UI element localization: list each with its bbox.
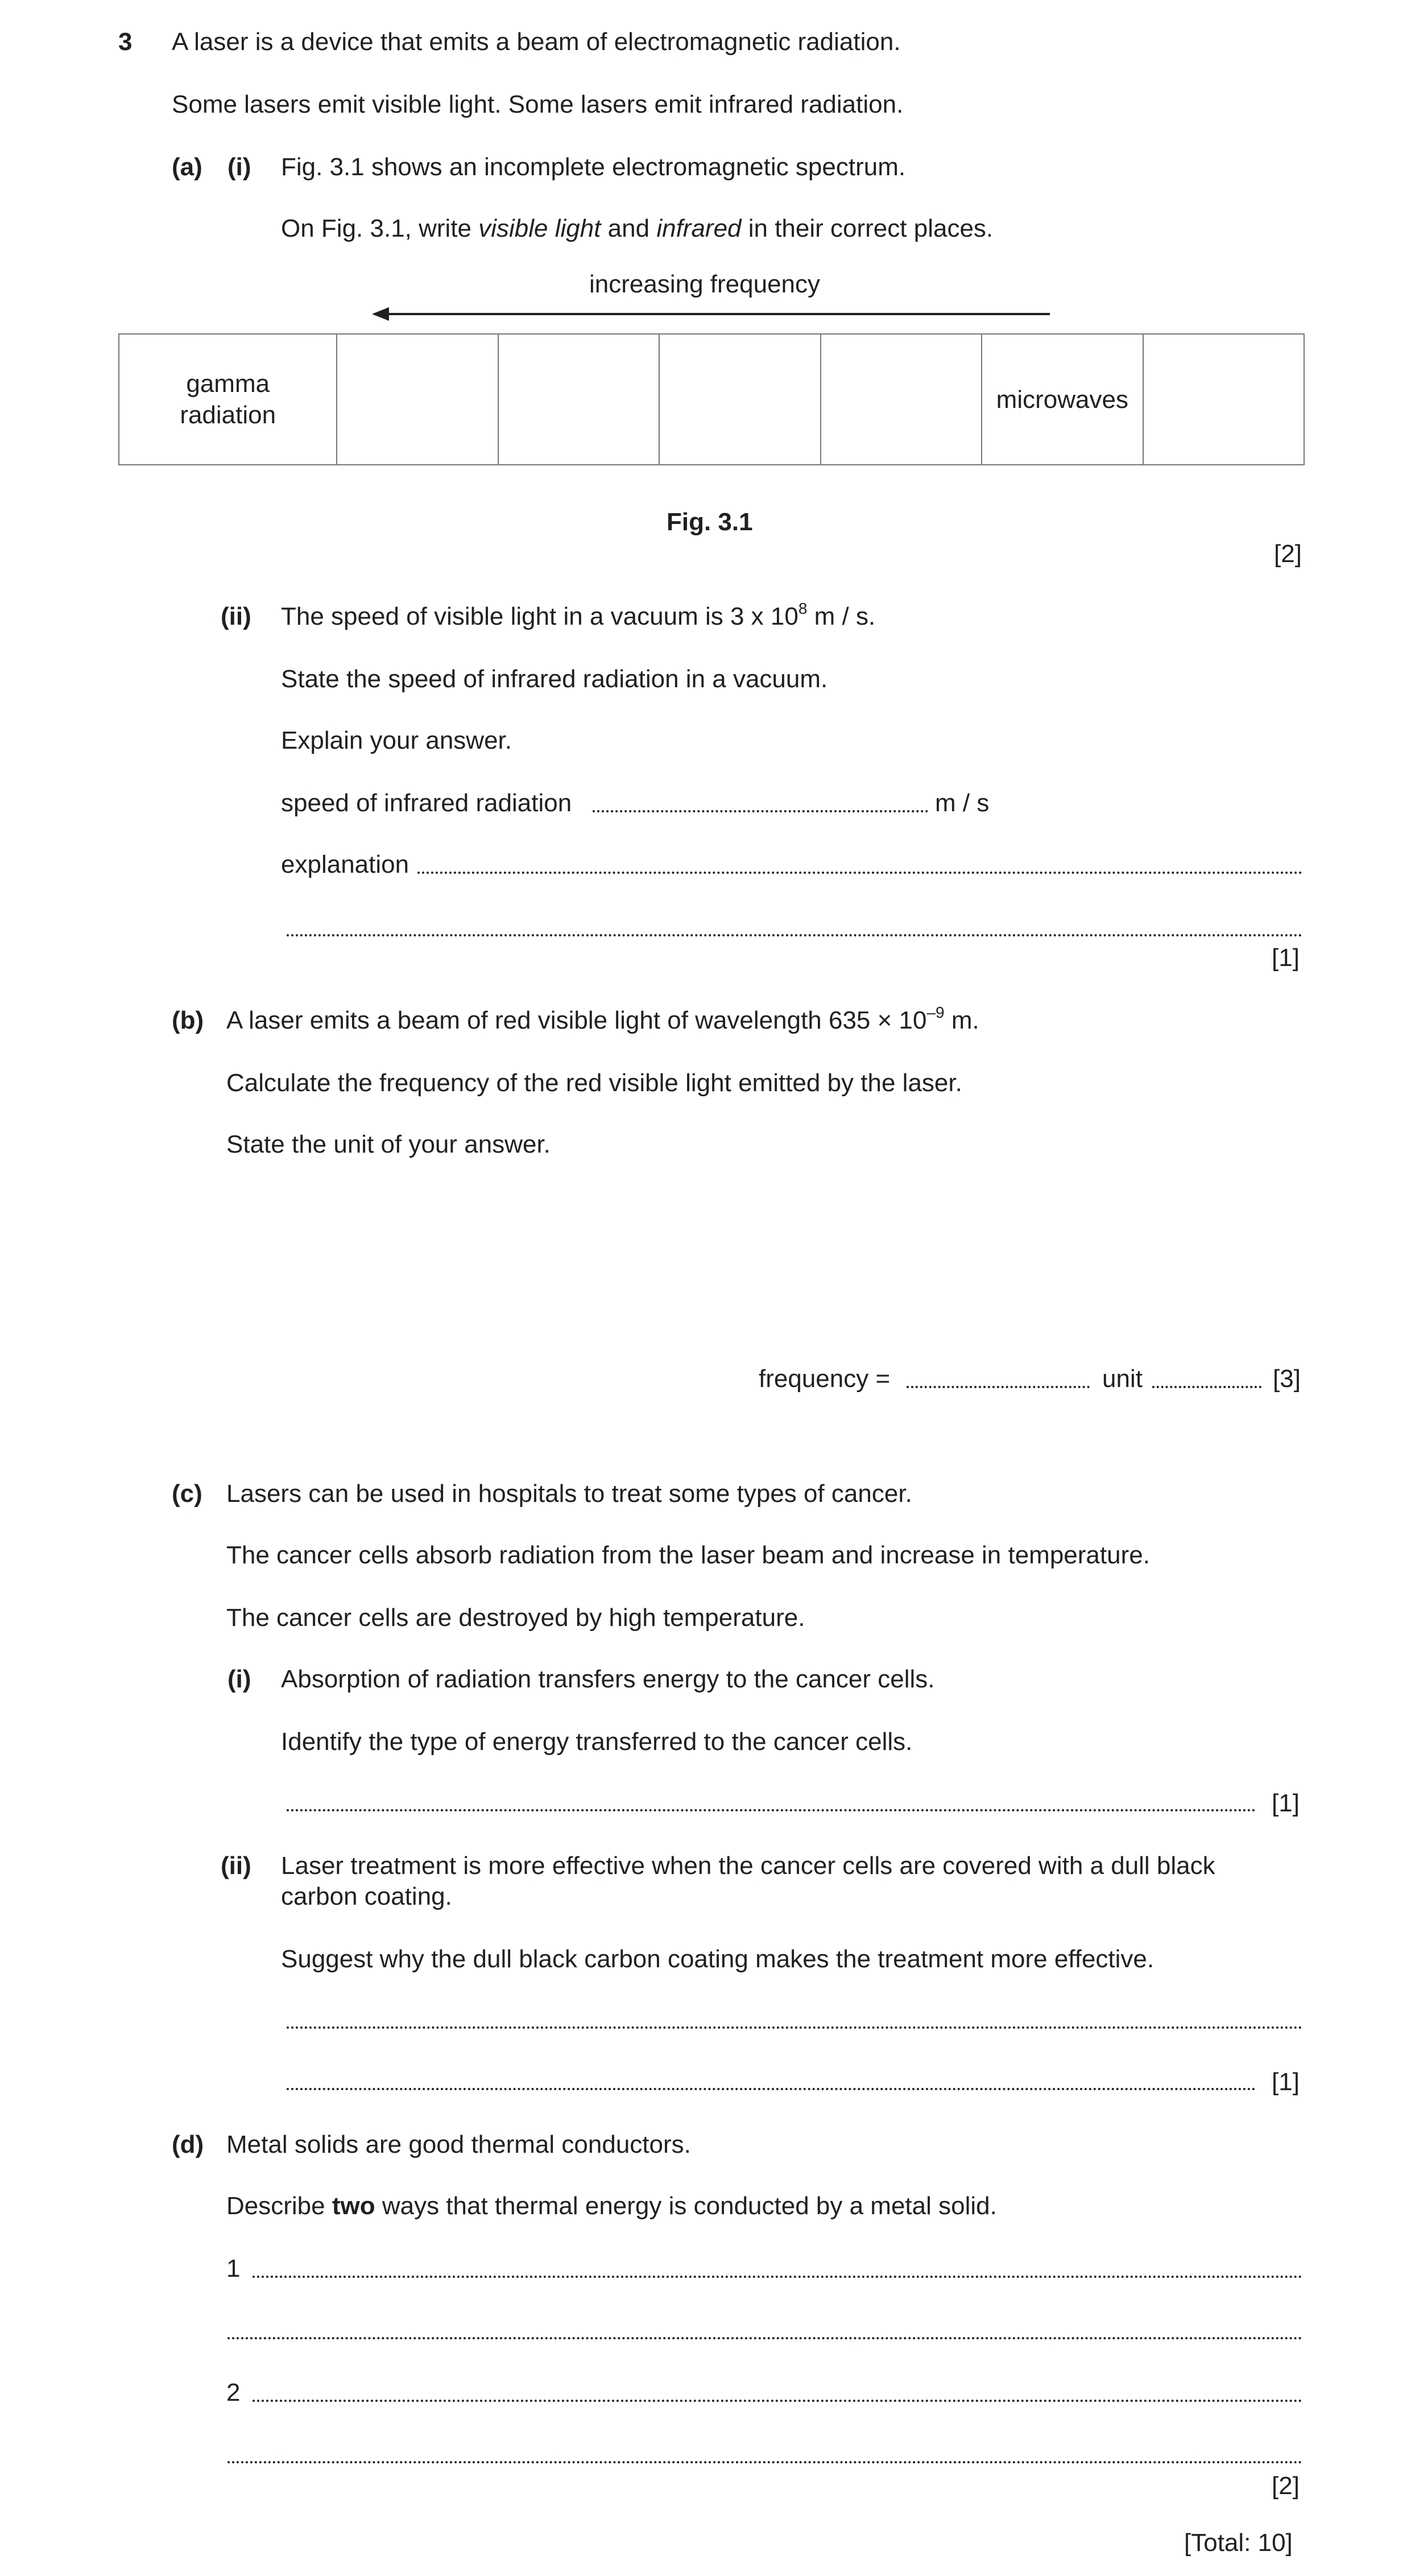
explanation-line-1[interactable] xyxy=(417,872,1302,874)
frequency-label: frequency = xyxy=(759,1365,891,1393)
part-c-text-2: The cancer cells absorb radiation from the laser beam and increase in temperature. xyxy=(226,1541,1150,1569)
part-a-ii-text-3: Explain your answer. xyxy=(281,726,512,754)
part-c-i-marks: [1] xyxy=(1272,1789,1300,1817)
part-a-i-text-1: Fig. 3.1 shows an incomplete electromagnetic spectrum. xyxy=(281,153,906,181)
unit-label: unit xyxy=(1102,1365,1143,1393)
part-c-label: (c) xyxy=(172,1480,202,1508)
question-number: 3 xyxy=(118,28,133,56)
total-marks: [Total: 10] xyxy=(1184,2529,1293,2557)
part-a-ii-text-1: The speed of visible light in a vacuum is 3 x $10^8$ m / s. xyxy=(281,600,876,630)
part-b-marks: [3] xyxy=(1273,1365,1301,1393)
part-d-item-2-label: 2 xyxy=(226,2379,241,2406)
speed-unit: m / s xyxy=(935,789,990,817)
spectrum-cell-2[interactable] xyxy=(337,335,498,464)
part-c-ii-answer-line-1[interactable] xyxy=(287,2026,1302,2029)
part-c-text-3: The cancer cells are destroyed by high temperature. xyxy=(226,1604,805,1632)
spectrum-cell-1: gamma radiation xyxy=(119,335,337,464)
frequency-arrow-head xyxy=(372,307,389,321)
part-c-ii-text-1b: carbon coating. xyxy=(281,1883,452,1910)
speed-answer-line[interactable] xyxy=(593,810,928,812)
part-d-text-1: Metal solids are good thermal conductors. xyxy=(226,2131,691,2158)
part-a-ii-marks: [1] xyxy=(1272,944,1300,972)
spectrum-cell-3[interactable] xyxy=(499,335,660,464)
part-d-text-2: Describe two ways that thermal energy is conducted by a metal solid. xyxy=(226,2192,997,2220)
part-b-text-2: Calculate the frequency of the red visible light emitted by the laser. xyxy=(226,1069,962,1097)
part-d-item-2-line-2[interactable] xyxy=(227,2461,1302,2463)
spectrum-cell-5[interactable] xyxy=(821,335,982,464)
explanation-line-2[interactable] xyxy=(287,934,1302,936)
part-c-i-label: (i) xyxy=(227,1665,251,1693)
arrow-label: increasing frequency xyxy=(589,270,821,298)
frequency-answer-line[interactable] xyxy=(907,1386,1090,1388)
part-d-marks: [2] xyxy=(1272,2472,1300,2500)
part-c-i-answer-line[interactable] xyxy=(287,1809,1256,1811)
part-d-item-1-label: 1 xyxy=(226,2255,241,2282)
frequency-arrow-line xyxy=(374,313,1050,315)
spectrum-cell-4[interactable] xyxy=(660,335,821,464)
part-c-i-text-1: Absorption of radiation transfers energy to the cancer cells. xyxy=(281,1665,935,1693)
spectrum-cell-6: microwaves xyxy=(982,335,1143,464)
part-d-label: (d) xyxy=(172,2131,204,2158)
spectrum-cell-7[interactable] xyxy=(1144,335,1304,464)
part-d-item-1-line-2[interactable] xyxy=(227,2337,1302,2339)
part-a-ii-label: (ii) xyxy=(221,602,251,630)
part-a-i-text-2: On Fig. 3.1, write visible light and infrared in their correct places. xyxy=(281,214,994,242)
part-c-ii-answer-line-2[interactable] xyxy=(287,2088,1256,2090)
part-b-label: (b) xyxy=(172,1006,204,1034)
figure-caption: Fig. 3.1 xyxy=(667,508,753,536)
part-c-ii-text-1a: Laser treatment is more effective when the cancer cells are covered with a dull black xyxy=(281,1852,1215,1880)
part-c-i-text-2: Identify the type of energy transferred to the cancer cells. xyxy=(281,1728,913,1756)
part-c-ii-label: (ii) xyxy=(221,1852,251,1880)
speed-label: speed of infrared radiation xyxy=(281,789,572,817)
part-c-text-1: Lasers can be used in hospitals to treat some types of cancer. xyxy=(226,1480,912,1508)
part-a-ii-text-2: State the speed of infrared radiation in a vacuum. xyxy=(281,665,828,693)
part-b-text-1: A laser emits a beam of red visible light of wavelength $635 \times 10^{-9}$ m. xyxy=(226,1004,979,1034)
part-c-ii-text-2: Suggest why the dull black carbon coating makes the treatment more effective. xyxy=(281,1945,1155,1973)
explanation-label: explanation xyxy=(281,851,409,878)
part-d-item-1-line-1[interactable] xyxy=(253,2276,1302,2278)
part-b-text-3: State the unit of your answer. xyxy=(226,1130,551,1158)
part-a-i-label: (i) xyxy=(227,153,251,181)
question-intro-1: A laser is a device that emits a beam of electromagnetic radiation. xyxy=(172,28,901,56)
part-a-i-marks: [2] xyxy=(1274,540,1302,568)
unit-answer-line[interactable] xyxy=(1152,1386,1261,1388)
part-d-item-2-line-1[interactable] xyxy=(253,2400,1302,2402)
question-intro-2: Some lasers emit visible light. Some lasers emit infrared radiation. xyxy=(172,90,904,118)
part-c-ii-marks: [1] xyxy=(1272,2068,1300,2096)
spectrum-table xyxy=(118,333,1305,465)
part-a-label: (a) xyxy=(172,153,202,181)
